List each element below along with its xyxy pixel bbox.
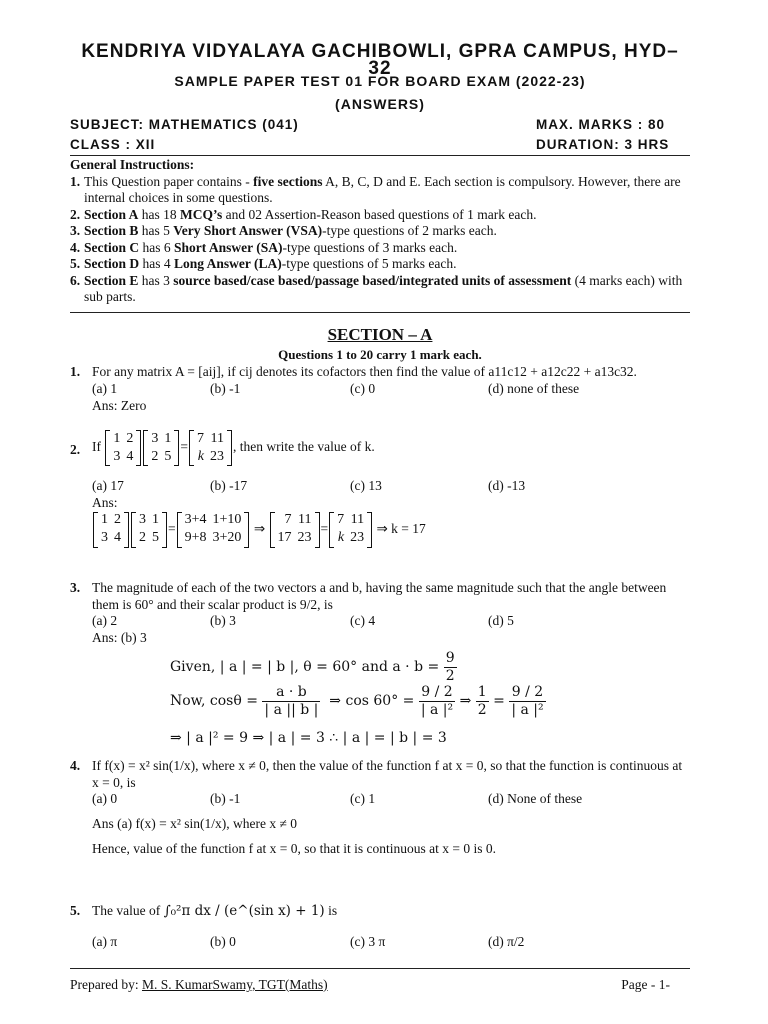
class: CLASS : XII — [70, 137, 156, 152]
answer-work: 1 2 3 4 3 1 2 5 = 3+4 1+10 9+8 3+20 ⇒ 7 11 17 23 = 7 11 k 23 ⇒ k = 17 — [92, 512, 690, 548]
option-a: (a) 17 — [92, 478, 124, 493]
question-3: 3. The magnitude of each of the two vectors a and b, having the same magnitude such that the angle between them is 60° and their scalar product is 9/2, is (a) 2 (b) 3 (c) 4 (d) 5 Ans: (b) 3 — [70, 580, 690, 647]
instruction-item: 1. This Question paper contains - five sections A, B, C, D and E. Each section is compulsory. However, there are internal choices in some questions. — [70, 173, 681, 205]
subject: SUBJECT: MATHEMATICS (041) — [70, 117, 299, 132]
options — [92, 791, 690, 808]
divider — [70, 155, 690, 156]
answer: Ans: Zero — [92, 397, 147, 413]
question-text: If f(x) = x² sin(1/x), where x ≠ 0, then the value of the function f at x = 0, so that the function is continuous at x = 0, is — [92, 758, 683, 790]
question-text: The value of ∫₀²π dx / (e^(sin x) + 1) is — [92, 903, 338, 919]
school-name: KENDRIYA VIDYALAYA GACHIBOWLI, GPRA CAMPUS, HYD–32 — [81, 41, 679, 79]
option-c: (c) 4 — [350, 613, 376, 628]
section-subtitle: Questions 1 to 20 carry 1 mark each. — [278, 347, 482, 362]
question-text: The magnitude of each of the two vectors a and b, having the same magnitude such that the angle between them is 60° and their scalar product is 9/2, is — [92, 580, 667, 612]
question-1: 1. For any matrix A = [aij], if cij denotes its cofactors then find the value of a11c12 + a12c22 + a13c32. (a) 1 (b) -1 (c) 0 (d) none of these Ans: Zero — [70, 364, 690, 414]
instruction-item: 5. Section D has 4 Long Answer (LA)-type questions of 5 marks each. — [70, 256, 457, 271]
question-text: For any matrix A = [aij], if cij denotes its cofactors then find the value of a11c12 + a12c22 + a13c32. — [92, 364, 637, 379]
option-c: (c) 0 — [350, 380, 376, 396]
option-a: (a) 0 — [92, 791, 118, 806]
divider — [70, 312, 690, 313]
question-4: 4. If f(x) = x² sin(1/x), where x ≠ 0, then the value of the function f at x = 0, so that the function is continuous at x = 0, is (a) 0 (b) -1 (c) 1 (d) None of these Ans (a) f(x) = x² sin(1/x), where x ≠ 0 Hence, value of the function f at x = 0, so that it is continuous at x = 0 is 0. — [70, 758, 690, 857]
answer: Ans (a) f(x) = x² sin(1/x), where x ≠ 0 — [92, 816, 298, 831]
result: ⇒ k = 17 — [376, 520, 426, 536]
section-title: SECTION – A — [327, 325, 433, 344]
question-5: 5. The value of ∫₀²π dx / (e^(sin x) + 1) is (a) π (b) 0 (c) 3 π (d) π/2 — [70, 903, 690, 951]
option-d: (d) None of these — [488, 791, 583, 806]
matrix: 3 1 2 5 — [143, 430, 179, 466]
paper-title: SAMPLE PAPER TEST 01 FOR BOARD EXAM (2022-23) — [174, 73, 586, 89]
option-b: (b) -1 — [210, 791, 241, 806]
option-b: (b) 3 — [210, 613, 236, 628]
q3-now: Now, cosθ = $\frac{a \cdot b}{| a || b |}$ ⇒ cos 60° = $\frac{9 / 2}{\text{| a |²}}$ ⇒ $\frac{1}{2}$ = $\frac{9 / 2}{\text{| a |²}}$ — [170, 684, 544, 718]
instructions-title: General Instructions: — [70, 157, 195, 172]
option-b: (b) -17 — [210, 478, 248, 493]
matrix: 7 11 k 23 — [189, 430, 232, 466]
option-d: (d) none of these — [488, 380, 580, 396]
integral: ∫₀²π dx / (e^(sin x) + 1) — [163, 903, 325, 919]
footer — [70, 968, 690, 992]
instruction-item: 4. Section C has 6 Short Answer (SA)-type questions of 3 marks each. — [70, 239, 458, 255]
q3-result: ⇒ | a |² = 9 ⇒ | a | = 3 ∴ | a | = | b | = 3 — [170, 730, 447, 746]
option-a: (a) 1 — [92, 380, 118, 396]
prepared-by: Prepared by: M. S. KumarSwamy, TGT(Maths) — [70, 977, 328, 992]
page-number: Page - 1- — [621, 977, 670, 992]
instruction-item: 3. Section B has 5 Very Short Answer (VSA)-type questions of 2 marks each. — [70, 223, 497, 238]
option-b: (b) -1 — [210, 380, 241, 396]
option-c: (c) 13 — [350, 478, 382, 493]
general-instructions — [70, 157, 690, 306]
duration: DURATION: 3 HRS — [536, 137, 670, 152]
instruction-item: 6. Section E has 3 source based/case based/passage based/integrated units of assessment (4 marks each) with sub parts. — [70, 272, 683, 304]
option-d: (d) -13 — [488, 478, 526, 493]
option-b: (b) 0 — [210, 933, 236, 949]
options — [92, 613, 690, 630]
answer: Ans: (b) 3 — [92, 630, 147, 645]
instruction-item: 2. Section A has 18 MCQ’s and 02 Assertion-Reason based questions of 1 mark each. — [70, 206, 537, 222]
option-c: (c) 3 π — [350, 933, 386, 949]
meta-row-2 — [70, 137, 690, 154]
conclusion: Hence, value of the function f at x = 0, so that it is continuous at x = 0 is 0. — [92, 840, 497, 856]
option-d: (d) π/2 — [488, 933, 525, 949]
meta-row-1 — [70, 117, 690, 134]
option-c: (c) 1 — [350, 791, 376, 806]
matrix: 1 2 3 4 — [105, 430, 141, 466]
option-a: (a) 2 — [92, 613, 118, 628]
options — [92, 934, 690, 951]
answers-label: (ANSWERS) — [335, 96, 425, 112]
options — [92, 381, 690, 398]
answer: Ans: — [92, 495, 118, 510]
question-2: 2. If 1 2 3 4 3 1 2 5 = 7 11 k 23 , then write the value of k. (a) 17 (b) -17 (c) 13 (d) -13 Ans: 1 2 3 4 3 1 2 5 = 3+4 1+10 9+8 3+20 ⇒ 7 11 17 23 = 7 11 k 23 ⇒ k = 17 — [70, 430, 690, 548]
option-d: (d) 5 — [488, 613, 514, 628]
q3-given: Given, | a | = | b |, θ = 60° and a · b = $\frac{9}{2}$ — [170, 650, 455, 684]
question-text: If 1 2 3 4 3 1 2 5 = 7 11 k 23 , then write the value of k. — [92, 430, 690, 466]
options — [92, 478, 690, 495]
max-marks: MAX. MARKS : 80 — [536, 117, 666, 132]
option-a: (a) π — [92, 933, 118, 949]
